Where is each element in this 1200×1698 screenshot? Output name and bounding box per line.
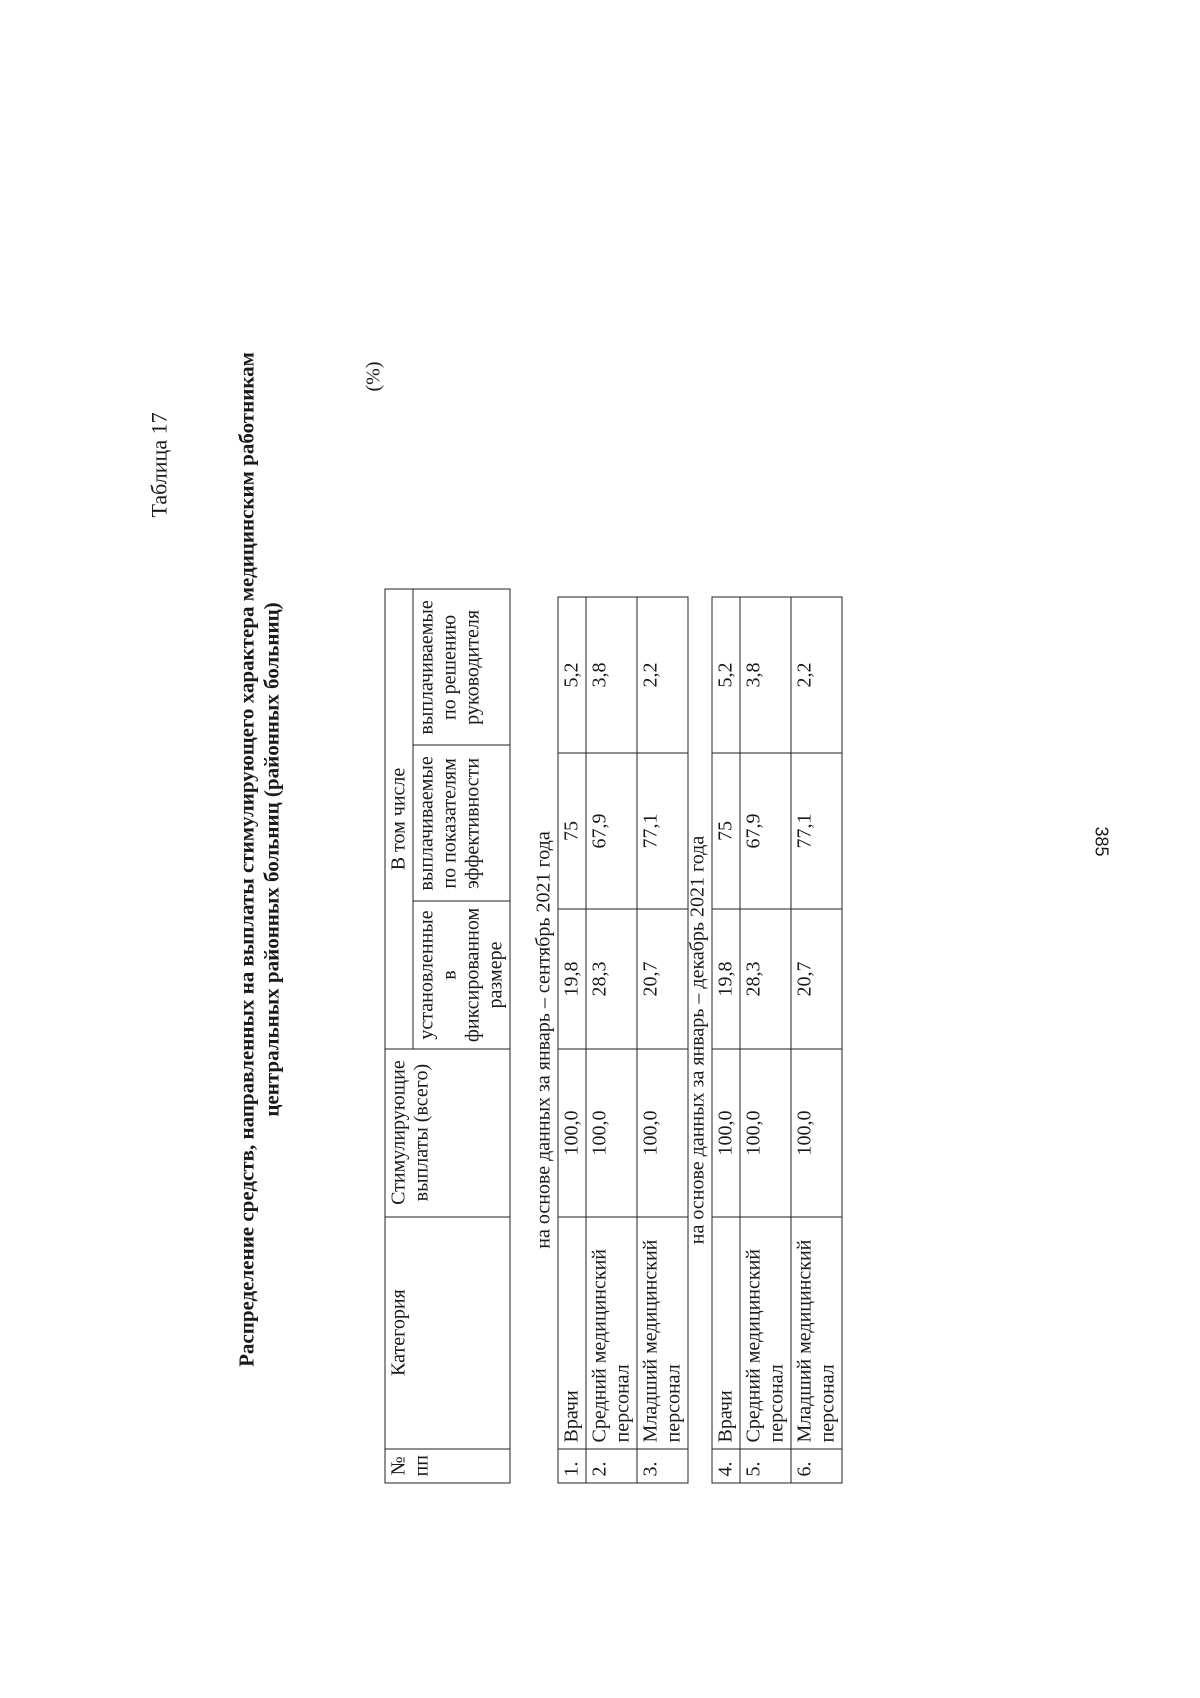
section-table-2 <box>685 597 843 1484</box>
row-num: 5. <box>740 1449 791 1483</box>
table-row <box>558 597 586 1483</box>
row-total: 100,0 <box>740 1049 791 1217</box>
table-row <box>712 597 740 1483</box>
row-efficiency: 77,1 <box>637 753 688 909</box>
row-num: 4. <box>712 1449 740 1483</box>
rotated-page <box>1 1 1200 1698</box>
header-num: № пп <box>385 1449 510 1483</box>
page-number: 385 <box>1091 812 1112 872</box>
header-total: Стимулирующие выплаты (всего) <box>385 1049 510 1217</box>
header-category: Категория <box>385 1217 510 1449</box>
row-total: 100,0 <box>637 1049 688 1217</box>
row-fixed: 28,3 <box>586 909 637 1049</box>
row-category: Средний медицинский персонал <box>586 1217 637 1449</box>
row-num: 1. <box>558 1449 586 1483</box>
row-efficiency: 67,9 <box>586 753 637 909</box>
row-total: 100,0 <box>791 1049 842 1217</box>
header-fixed: установленные в фиксированном размере <box>413 901 510 1048</box>
row-head-decision: 3,8 <box>586 597 637 753</box>
row-num: 6. <box>791 1449 842 1483</box>
header-table <box>385 589 511 1484</box>
row-category: Младший медицинский персонал <box>637 1217 688 1449</box>
row-num: 3. <box>637 1449 688 1483</box>
row-head-decision: 2,2 <box>637 597 688 753</box>
row-head-decision: 2,2 <box>791 597 842 753</box>
row-fixed: 28,3 <box>740 909 791 1049</box>
row-fixed: 20,7 <box>637 909 688 1049</box>
table-title: Распределение средств, направленных на выплаты стимулирующего характера медицинским работникам центральных районных больниц (районных больниц) <box>235 290 285 1430</box>
row-category: Младший медицинский персонал <box>791 1217 842 1449</box>
row-efficiency: 75 <box>712 753 740 909</box>
section-table-1 <box>531 597 689 1484</box>
row-fixed: 20,7 <box>791 909 842 1049</box>
row-category: Врачи <box>558 1217 586 1449</box>
row-fixed: 19,8 <box>712 909 740 1049</box>
table-label: Таблица 17 <box>147 412 173 517</box>
row-efficiency: 77,1 <box>791 753 842 909</box>
row-category: Средний медицинский персонал <box>740 1217 791 1449</box>
row-efficiency: 75 <box>558 753 586 909</box>
table-row <box>586 597 637 1483</box>
row-category: Врачи <box>712 1217 740 1449</box>
row-head-decision: 3,8 <box>740 597 791 753</box>
period-label: на основе данных за январь – сентябрь 2021 года <box>531 597 559 1483</box>
row-total: 100,0 <box>712 1049 740 1217</box>
unit-label: (%) <box>363 362 386 392</box>
header-head-decision: выплачиваемые по решению руководителя <box>413 589 510 745</box>
row-head-decision: 5,2 <box>712 597 740 753</box>
row-total: 100,0 <box>586 1049 637 1217</box>
row-fixed: 19,8 <box>558 909 586 1049</box>
table-row <box>740 597 791 1483</box>
period-label: на основе данных за январь – декабрь 2021 года <box>685 597 713 1483</box>
header-efficiency: выплачиваемые по показателям эффективности <box>413 745 510 901</box>
table-row <box>791 597 842 1483</box>
header-including: В том числе <box>385 589 413 1048</box>
table-row <box>637 597 688 1483</box>
row-efficiency: 67,9 <box>740 753 791 909</box>
row-head-decision: 5,2 <box>558 597 586 753</box>
row-num: 2. <box>586 1449 637 1483</box>
row-total: 100,0 <box>558 1049 586 1217</box>
